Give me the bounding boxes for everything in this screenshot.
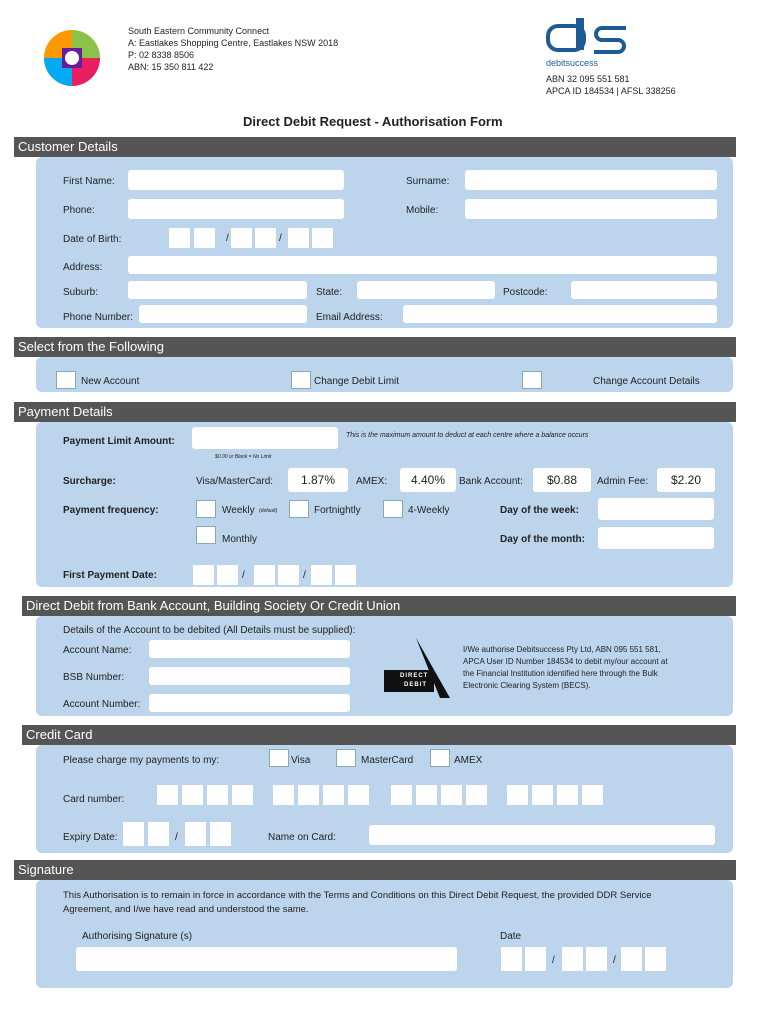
first-date-slash-2: / xyxy=(303,570,306,581)
authorise-line-3: the Financial Institution identified here through the Bulk xyxy=(463,669,658,678)
visa-label: Visa xyxy=(291,755,311,766)
admin-label: Admin Fee: xyxy=(597,476,649,487)
section-customer-header: Customer Details xyxy=(14,137,736,157)
debitsuccess-logo xyxy=(546,16,636,64)
frequency-label: Payment frequency: xyxy=(63,505,159,516)
direct-debit-text-2: DEBIT xyxy=(404,682,427,688)
limit-label: Payment Limit Amount: xyxy=(63,436,175,447)
card-digit-12[interactable] xyxy=(466,785,487,805)
ds-brand: debitsuccess xyxy=(546,58,599,68)
weekly-checkbox[interactable] xyxy=(196,500,216,518)
dob-slash-2: / xyxy=(279,233,282,244)
dob-day-2[interactable] xyxy=(194,228,215,248)
first-date-day-2[interactable] xyxy=(217,565,238,585)
bank-value: $0.88 xyxy=(533,468,591,492)
state-label: State: xyxy=(316,287,343,298)
sig-date-slash-1: / xyxy=(552,955,555,966)
card-digit-13[interactable] xyxy=(507,785,528,805)
four-weekly-checkbox[interactable] xyxy=(383,500,403,518)
section-select-header: Select from the Following xyxy=(14,337,736,357)
dob-year-1[interactable] xyxy=(288,228,309,248)
change-debit-checkbox[interactable] xyxy=(291,371,311,389)
account-name-field[interactable] xyxy=(149,640,350,658)
amex-card-label: AMEX xyxy=(454,755,483,766)
weekly-label: Weekly xyxy=(222,505,255,516)
phone-field[interactable] xyxy=(128,199,344,219)
authorise-line-2: APCA User ID Number 184534 to debit my/our account at xyxy=(463,657,668,666)
monthly-checkbox[interactable] xyxy=(196,526,216,544)
bsb-label: BSB Number: xyxy=(63,672,125,683)
signature-text-1: This Authorisation is to remain in force in accordance with the Terms and Conditions on this Direct Debit Request, the provided DDR Service xyxy=(63,890,652,901)
visa-checkbox[interactable] xyxy=(269,749,289,767)
direct-debit-text-1: DIRECT xyxy=(400,673,429,679)
mobile-field[interactable] xyxy=(465,199,717,219)
email-label: Email Address: xyxy=(316,312,383,323)
new-account-checkbox[interactable] xyxy=(56,371,76,389)
card-digit-1[interactable] xyxy=(157,785,178,805)
mobile-label: Mobile: xyxy=(406,205,439,216)
fortnightly-checkbox[interactable] xyxy=(289,500,309,518)
dob-month-1[interactable] xyxy=(231,228,252,248)
surname-label: Surname: xyxy=(406,176,450,187)
card-digit-7[interactable] xyxy=(323,785,344,805)
limit-note: This is the maximum amount to deduct at each centre where a balance occurs xyxy=(346,432,589,439)
first-date-day-1[interactable] xyxy=(193,565,214,585)
dob-month-2[interactable] xyxy=(255,228,276,248)
amex-checkbox[interactable] xyxy=(430,749,450,767)
org-address: A: Eastlakes Shopping Centre, Eastlakes NSW 2018 xyxy=(128,38,339,48)
section-bank-header: Direct Debit from Bank Account, Building Society Or Credit Union xyxy=(22,596,736,616)
card-digit-2[interactable] xyxy=(182,785,203,805)
account-number-field[interactable] xyxy=(149,694,350,712)
ds-abn: ABN 32 095 551 581 xyxy=(546,74,630,84)
card-digit-10[interactable] xyxy=(416,785,437,805)
org-phone: P: 02 8338 8506 xyxy=(128,50,195,60)
change-details-checkbox[interactable] xyxy=(522,371,542,389)
mastercard-label: MasterCard xyxy=(361,755,414,766)
bank-details-label: Details of the Account to be debited (All Details must be supplied): xyxy=(63,625,356,636)
suburb-field[interactable] xyxy=(128,281,307,299)
visa-mc-label: Visa/MasterCard: xyxy=(196,476,274,487)
first-date-year-1[interactable] xyxy=(311,565,332,585)
name-on-card-label: Name on Card: xyxy=(268,832,336,843)
expiry-year-2[interactable] xyxy=(210,822,231,846)
card-digit-16[interactable] xyxy=(582,785,603,805)
four-weekly-label: 4-Weekly xyxy=(408,505,450,516)
first-name-field[interactable] xyxy=(128,170,344,190)
ds-apca: APCA ID 184534 | AFSL 338256 xyxy=(546,86,676,96)
day-month-field[interactable] xyxy=(598,527,714,549)
amex-label: AMEX: xyxy=(356,476,388,487)
change-details-label: Change Account Details xyxy=(593,376,700,387)
address-label: Address: xyxy=(63,262,103,273)
auth-signature-label: Authorising Signature (s) xyxy=(82,931,193,942)
section-card-header: Credit Card xyxy=(22,725,736,745)
sig-date-day-2[interactable] xyxy=(525,947,546,971)
card-digit-3[interactable] xyxy=(207,785,228,805)
name-on-card-field[interactable] xyxy=(369,825,715,845)
visa-mc-value: 1.87% xyxy=(288,468,348,492)
first-date-year-2[interactable] xyxy=(335,565,356,585)
state-field[interactable] xyxy=(357,281,495,299)
expiry-slash: / xyxy=(175,832,178,843)
mastercard-checkbox[interactable] xyxy=(336,749,356,767)
address-field[interactable] xyxy=(128,256,717,274)
card-digit-5[interactable] xyxy=(273,785,294,805)
postcode-label: Postcode: xyxy=(503,287,548,298)
authorise-line-1: I/We authorise Debitsuccess Pty Ltd, ABN 095 551 581, xyxy=(463,645,661,654)
signature-field[interactable] xyxy=(76,947,457,971)
first-name-label: First Name: xyxy=(63,176,115,187)
day-week-field[interactable] xyxy=(598,498,714,520)
authorise-line-4: Electronic Clearing System (BECS). xyxy=(463,681,591,690)
phone-label: Phone: xyxy=(63,205,95,216)
card-digit-14[interactable] xyxy=(532,785,553,805)
expiry-month-1[interactable] xyxy=(123,822,144,846)
surcharge-label: Surcharge: xyxy=(63,476,116,487)
charge-label: Please charge my payments to my: xyxy=(63,755,220,766)
change-debit-label: Change Debit Limit xyxy=(314,376,400,387)
card-digit-11[interactable] xyxy=(441,785,462,805)
direct-debit-logo xyxy=(380,636,454,700)
dob-slash-1: / xyxy=(226,233,229,244)
weekly-note: (default) xyxy=(259,508,278,514)
dob-day-1[interactable] xyxy=(169,228,190,248)
day-week-label: Day of the week: xyxy=(500,505,579,516)
bank-label: Bank Account: xyxy=(459,476,523,487)
org-abn: ABN: 15 350 811 422 xyxy=(128,62,214,72)
postcode-field[interactable] xyxy=(571,281,717,299)
first-date-slash-1: / xyxy=(242,570,245,581)
page-title: Direct Debit Request - Authorisation Form xyxy=(243,114,503,129)
new-account-label: New Account xyxy=(81,376,140,387)
card-digit-8[interactable] xyxy=(348,785,369,805)
section-payment-header: Payment Details xyxy=(14,402,736,422)
card-digit-6[interactable] xyxy=(298,785,319,805)
day-month-label: Day of the month: xyxy=(500,534,585,545)
suburb-label: Suburb: xyxy=(63,287,99,298)
email-field[interactable] xyxy=(403,305,717,323)
amex-value: 4.40% xyxy=(400,468,456,492)
first-date-label: First Payment Date: xyxy=(63,570,157,581)
surname-field[interactable] xyxy=(465,170,717,190)
limit-field[interactable] xyxy=(192,427,338,449)
dob-label: Date of Birth: xyxy=(63,234,122,245)
sig-date-year-1[interactable] xyxy=(621,947,642,971)
sig-date-day-1[interactable] xyxy=(501,947,522,971)
phone-number-label: Phone Number: xyxy=(63,312,134,323)
card-number-label: Card number: xyxy=(63,794,125,805)
first-date-month-2[interactable] xyxy=(278,565,299,585)
section-signature-header: Signature xyxy=(14,860,736,880)
card-digit-15[interactable] xyxy=(557,785,578,805)
account-name-label: Account Name: xyxy=(63,645,132,656)
fortnightly-label: Fortnightly xyxy=(314,505,361,516)
account-number-label: Account Number: xyxy=(63,699,141,710)
admin-value: $2.20 xyxy=(657,468,715,492)
expiry-month-2[interactable] xyxy=(148,822,169,846)
org-name: South Eastern Community Connect xyxy=(128,26,270,36)
sig-date-year-2[interactable] xyxy=(645,947,666,971)
sig-date-slash-2: / xyxy=(613,955,616,966)
card-digit-9[interactable] xyxy=(391,785,412,805)
monthly-label: Monthly xyxy=(222,534,258,545)
limit-sub: $0.00 or Blank = No Limit xyxy=(215,454,272,460)
expiry-label: Expiry Date: xyxy=(63,832,118,843)
community-logo xyxy=(42,28,102,88)
sig-date-month-1[interactable] xyxy=(562,947,583,971)
card-digit-4[interactable] xyxy=(232,785,253,805)
bsb-field[interactable] xyxy=(149,667,350,685)
first-date-month-1[interactable] xyxy=(254,565,275,585)
phone-number-field[interactable] xyxy=(139,305,307,323)
signature-date-label: Date xyxy=(500,931,522,942)
expiry-year-1[interactable] xyxy=(185,822,206,846)
signature-text-2: Agreement, and I/we have read and understood the same. xyxy=(63,904,309,915)
dob-year-2[interactable] xyxy=(312,228,333,248)
sig-date-month-2[interactable] xyxy=(586,947,607,971)
